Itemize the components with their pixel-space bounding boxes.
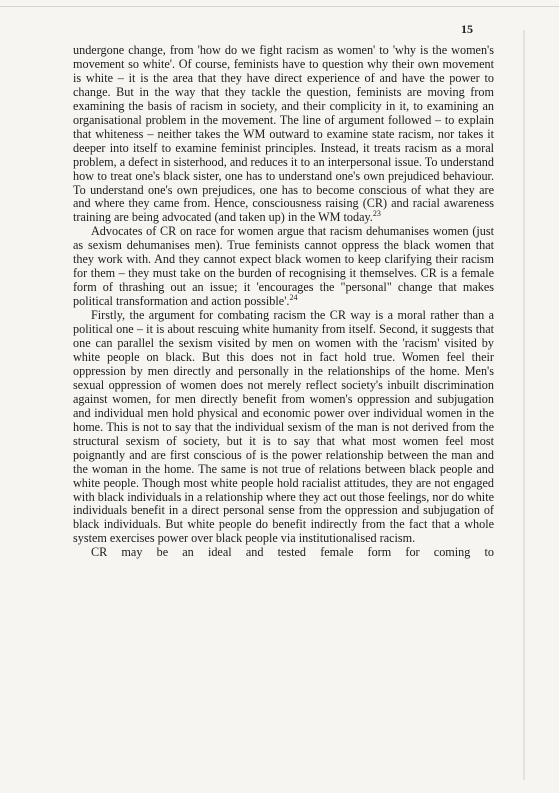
paragraph — [73, 44, 494, 225]
paragraph — [73, 309, 494, 546]
body-text — [73, 44, 494, 560]
paragraph-text: CR may be an ideal and tested female form for coming to — [91, 545, 494, 560]
footnote-marker: 24 — [289, 293, 298, 303]
page-number: 15 — [461, 22, 473, 36]
footnote-marker: 23 — [372, 209, 381, 219]
page-edge-line — [523, 30, 525, 780]
paragraph-text: Firstly, the argument for combating racism the CR way is a moral rather than a political one – it is about rescuing white humanity from itself. Second, it suggests that one can parallel the sexism visited by men on women with the 'racism' visited by white people on black. But this does not in fact hold true. Women feel their oppression by men directly and personally in the relationships of the home. Men's sexual oppression of women does not merely reflect society's inbuilt discrimination against women, for men directly benefit from women's oppression and subjugation and individual men hold physical and economic power over individual women in the home. This is not to say that the individual sexism of the man is not derived from the structural sexism of society, but it is to say that what most women feel most poignantly and are first conscious of is the power relationship between the man and the woman in the home. The same is not true of relations between black people and white people. Though most white people hold racialist attitudes, they are not engaged with black individuals in a relationship where they act out those feelings, nor do white individuals benefit in a direct personal sense from the oppression and subjugation of black individuals. But white people do benefit indirectly from the fact that a whole system exercises power over black people via institutionalised racism. — [73, 308, 494, 546]
paragraph-text: Advocates of CR on race for women argue that racism dehumanises women (just as sexism dehumanises men). True feminists cannot oppress the black women that they work with. And they cannot expect black women to keep clarifying their racism for them – they must take on the burden of recognising it themselves. CR is a female form of thrashing out an issue; it 'encourages the "personal" change that makes political transformation and action possible'. — [73, 224, 494, 309]
paragraph-text: undergone change, from 'how do we fight racism as women' to 'why is the women's movement so white'. Of course, feminists have to question why their own movement is white – it is the area that they have direct experience of and have the power to change. But in the way that they tackle the question, feminists are moving from examining the basis of racism in society, and their complicity in it, to examining an organisational problem in the movement. The line of argument followed – to explain that whiteness – neither takes the WM outward to examine state racism, nor takes it deeper into itself to examine feminist principles. Instead, it treats racism as a moral problem, a defect in sisterhood, and reduces it to an interpersonal issue. To understand how to treat one's black sister, one has to understand one's own prejudiced behaviour. To understand one's own prejudices, one has to become conscious of what they are and where they came from. Hence, consciousness raising (CR) and racial awareness training are being advocated (and taken up) in the WM today. — [73, 43, 494, 225]
paragraph — [73, 546, 494, 560]
top-edge-line — [0, 6, 559, 7]
paragraph — [73, 225, 494, 309]
